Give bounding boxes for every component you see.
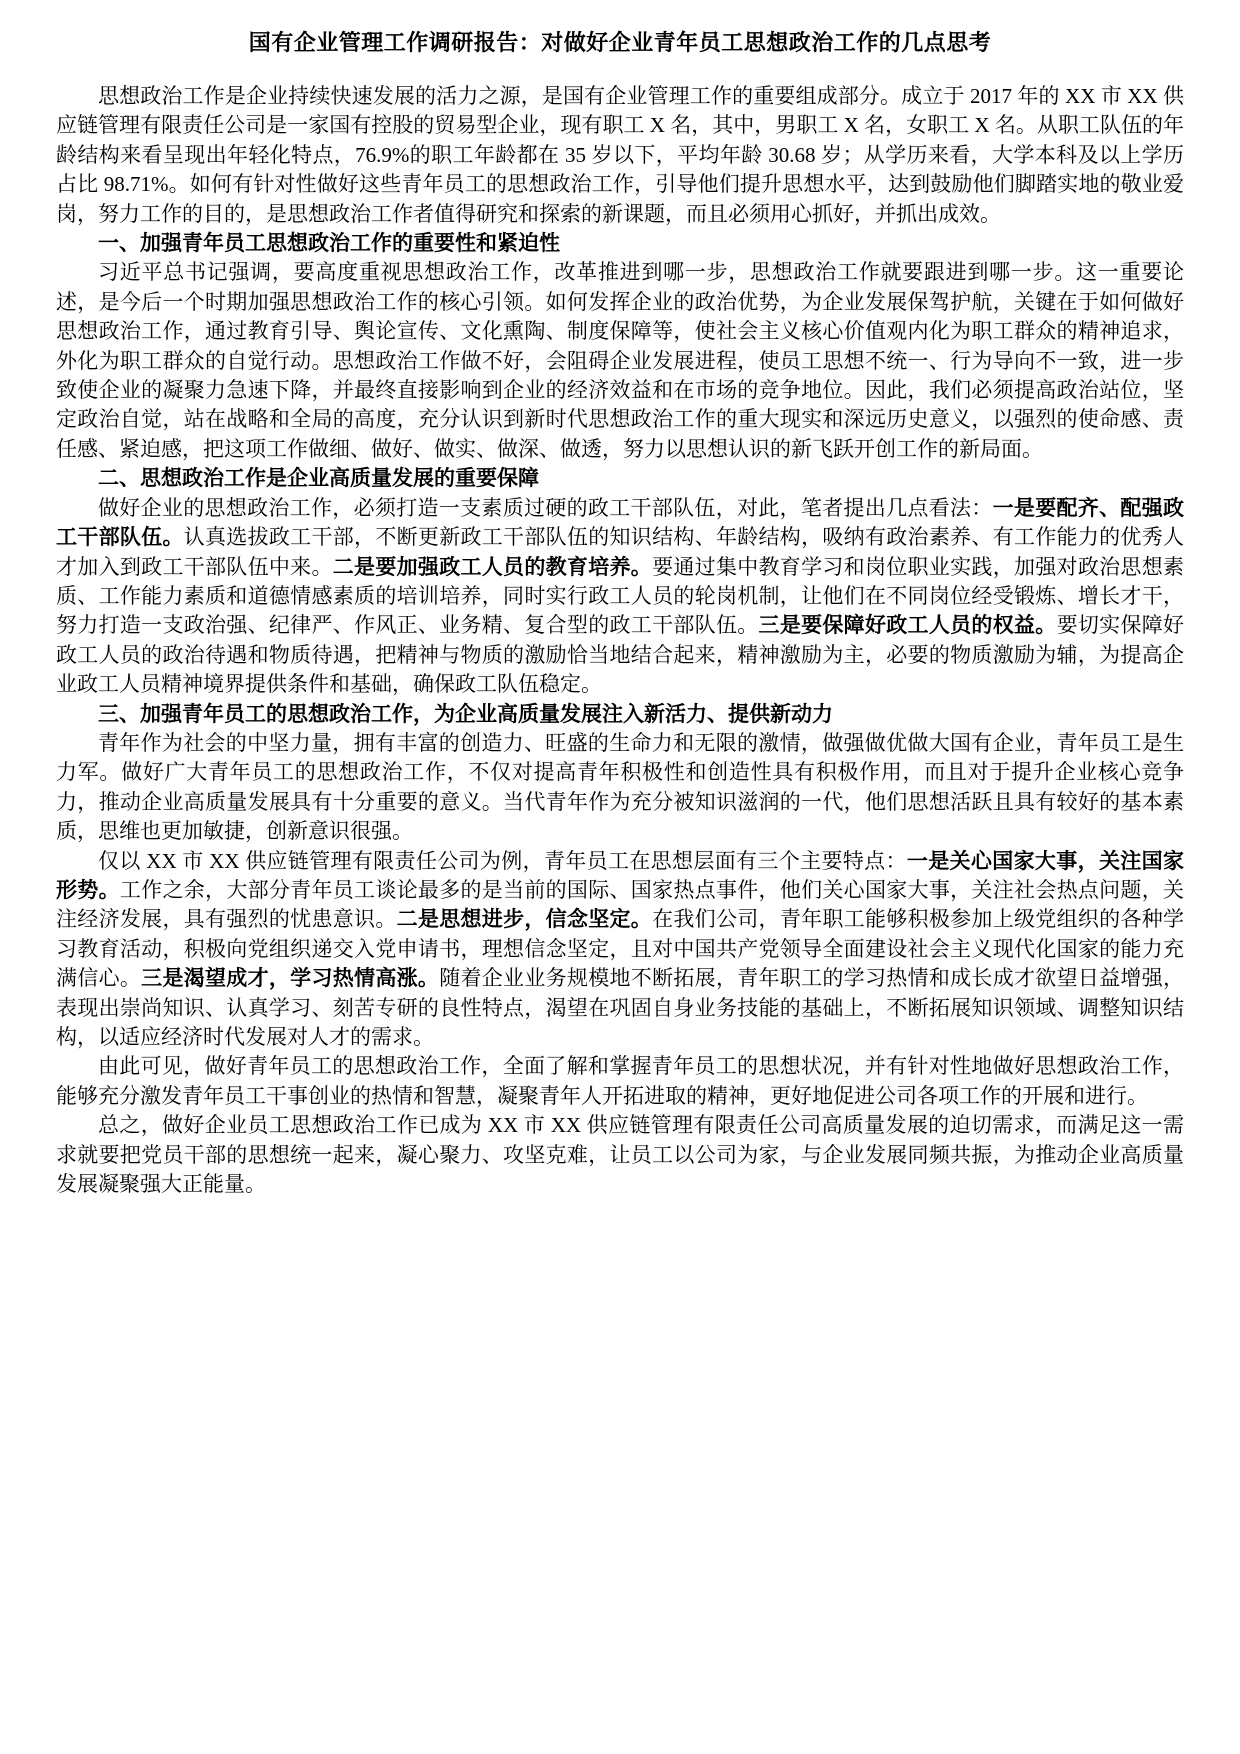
paragraph (56, 494, 1184, 700)
bold-text-run: 一是关心国家大事，关注国家形势。 (56, 849, 1185, 902)
text-run: 要通过集中教育学习和岗位职业实践，加强对政治思想素质、工作能力素质和道德情感素质的培训培养，同时实行政工人员的轮岗机制，让他们在不同岗位经受锻炼、增长才干，努力打造一支政治强、纪律严、作风正、业务精、复合型的政工干部队伍。 (56, 554, 1184, 638)
text-run: 要切实保障好政工人员的政治待遇和物质待遇，把精神与物质的激励恰当地结合起来，精神激励为主，必要的物质激励为辅，为提高企业政工人员精神境界提供条件和基础，确保政工队伍稳定。 (56, 613, 1185, 697)
bold-text-run: 二是要加强政工人员的教育培养。 (332, 555, 653, 579)
bold-text-run: 一是要配齐、配强政工干部队伍。 (56, 496, 1185, 550)
bold-text-run: 一、加强青年员工思想政治工作的重要性和紧迫性 (98, 232, 560, 256)
bold-text-run: 三、加强青年员工的思想政治工作，为企业高质量发展注入新活力、提供新动力 (98, 702, 833, 726)
paragraph (56, 258, 1184, 464)
paragraph (56, 729, 1184, 847)
text-run: 由此可见，做好青年员工的思想政治工作，全面了解和掌握青年员工的思想状况，并有针对性地做好思想政治工作，能够充分激发青年员工干事创业的热情和智慧，凝聚青年人开拓进取的精神，更好地促进公司各项工作的开展和进行。 (56, 1054, 1184, 1108)
text-run: 思想政治工作是企业持续快速发展的活力之源，是国有企业管理工作的重要组成部分。成立于 2017 年的 XX 市 XX 供应链管理有限责任公司是一家国有控股的贸易型企业，现有职工 X 名，其中，男职工 X 名，女职工 X 名。从职工队伍的年龄结构来看呈现出年轻化特点，76.9%的职工年龄都在 35 岁以下，平均年龄 30.68 岁；从学历来看，大学本科及以上学历占比 98.71%。如何有针对性做好这些青年员工的思想政治工作，引导他们提升思想水平，达到鼓励他们脚踏实地的敬业爱岗，努力工作的目的，是思想政治工作者值得研究和探索的新课题，而且必须用心抓好，并抓出成效。 (56, 84, 1184, 226)
text-run: 习近平总书记强调，要高度重视思想政治工作，改革推进到哪一步，思想政治工作就要跟进到哪一步。这一重要论述，是今后一个时期加强思想政治工作的核心引领。如何发挥企业的政治优势，为企业发展保驾护航，关键在于如何做好思想政治工作，通过教育引导、舆论宣传、文化熏陶、制度保障等，使社会主义核心价值观内化为职工群众的精神追求，外化为职工群众的自觉行动。思想政治工作做不好，会阻碍企业发展进程，使员工思想不统一、行为导向不一致，进一步致使企业的凝聚力急速下降，并最终直接影响到企业的经济效益和在市场的竞争地位。因此，我们必须提高政治站位，坚定政治自觉，站在战略和全局的高度，充分认识到新时代思想政治工作的重大现实和深远历史意义，以强烈的使命感、责任感、紧迫感，把这项工作做细、做好、做实、做深、做透，努力以思想认识的新飞跃开创工作的新局面。 (56, 260, 1184, 461)
bold-text-run: 二、思想政治工作是企业高质量发展的重要保障 (98, 467, 539, 491)
paragraph (56, 847, 1184, 1053)
text-run: 在我们公司，青年职工能够积极参加上级党组织的各种学习教育活动，积极向党组织递交入党申请书，理想信念坚定，且对中国共产党领导全面建设社会主义现代化国家的能力充满信心。 (56, 907, 1185, 991)
section-heading (56, 464, 1184, 493)
text-run: 随着企业业务规模地不断拓展，青年职工的学习热情和成长成才欲望日益增强，表现出崇尚知识、认真学习、刻苦专研的良性特点，渴望在巩固自身业务技能的基础上，不断拓展知识领域、调整知识结构，以适应经济时代发展对人才的需求。 (56, 966, 1185, 1049)
text-run: 工作之余，大部分青年员工谈论最多的是当前的国际、国家热点事件，他们关心国家大事，关注社会热点问题，关注经济发展，具有强烈的忧患意识。 (56, 877, 1185, 932)
paragraph (56, 1052, 1184, 1111)
bold-text-run: 三是渴望成才，学习热情高涨。 (141, 967, 440, 991)
text-run: 仅以 XX 市 XX 供应链管理有限责任公司为例，青年员工在思想层面有三个主要特点： (98, 848, 907, 873)
document-title: 国有企业管理工作调研报告：对做好企业青年员工思想政治工作的几点思考 (248, 30, 992, 55)
paragraph (56, 82, 1184, 229)
section-heading (56, 229, 1184, 258)
section-heading (56, 700, 1184, 729)
text-run: 青年作为社会的中坚力量，拥有丰富的创造力、旺盛的生命力和无限的激情，做强做优做大国有企业，青年员工是生力军。做好广大青年员工的思想政治工作，不仅对提高青年积极性和创造性具有积极作用，而且对于提升企业核心竞争力，推动企业高质量发展具有十分重要的意义。当代青年作为充分被知识滋润的一代，他们思想活跃且具有较好的基本素质，思维也更加敏捷，创新意识很强。 (56, 730, 1184, 844)
text-run: 做好企业的思想政治工作，必须打造一支素质过硬的政工干部队伍，对此，笔者提出几点看法： (98, 495, 993, 520)
bold-text-run: 二是思想进步，信念坚定。 (396, 908, 653, 932)
text-run: 总之，做好企业员工思想政治工作已成为 XX 市 XX 供应链管理有限责任公司高质量发展的迫切需求，而满足这一需求就要把党员干部的思想统一起来，凝心聚力、攻坚克难，让员工以公司为家，与企业发展同频共振，为推动企业高质量发展凝聚强大正能量。 (56, 1113, 1184, 1197)
bold-text-run: 三是要保障好政工人员的权益。 (758, 614, 1057, 638)
text-run: 认真选拔政工干部，不断更新政工干部队伍的知识结构、年龄结构，吸纳有政治素养、有工作能力的优秀人才加入到政工干部队伍中来。 (56, 525, 1184, 579)
document-body (56, 82, 1184, 1199)
paragraph (56, 1111, 1184, 1199)
